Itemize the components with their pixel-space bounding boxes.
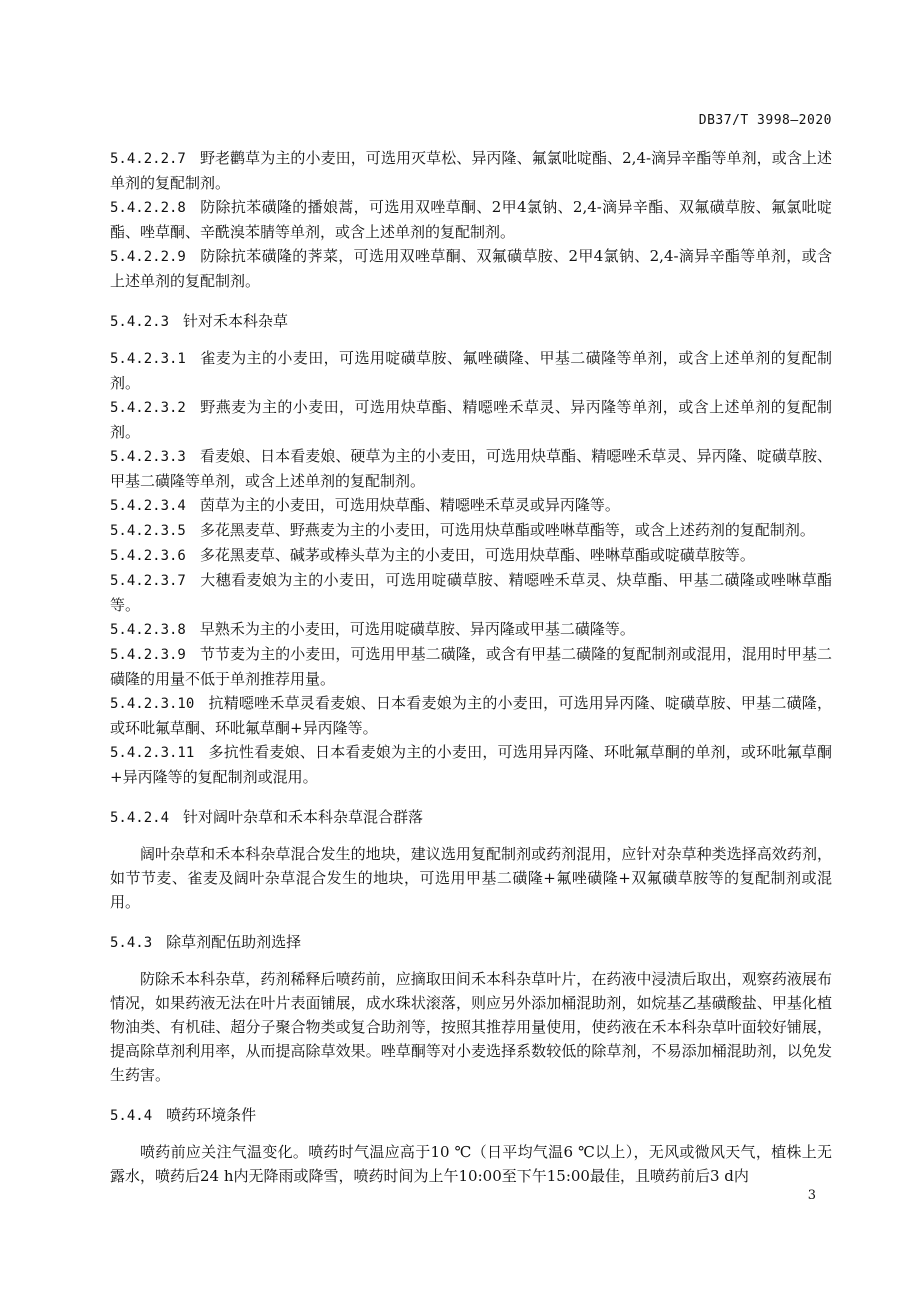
clause-text: 喷药前应关注气温变化。喷药时气温应高于10 ℃（日平均气温6 ℃以上），无风或微风天气，植株上无露水，喷药后24 h内无降雨或降雪，喷药时间为上午10:00至下午15:00最佳，且喷药前后3 d内 <box>110 1143 832 1185</box>
clause-number: 5.4.4 <box>110 1108 153 1124</box>
clause-item <box>110 395 832 444</box>
clause-number: 5.4.2.2.7 <box>110 151 186 167</box>
body-paragraph <box>110 1140 832 1188</box>
clause-text: 早熟禾为主的小麦田，可选用啶磺草胺、异丙隆或甲基二磺隆等。 <box>199 620 635 638</box>
clause-number: 5.4.2.2.8 <box>110 200 186 216</box>
clause-item <box>110 346 832 395</box>
clause-number: 5.4.2.3.6 <box>110 548 186 564</box>
clause-number: 5.4.2.3.1 <box>110 351 186 367</box>
clause-item <box>110 740 832 789</box>
clause-number: 5.4.2.3.9 <box>110 647 186 663</box>
clause-item <box>110 244 832 293</box>
clause-number: 5.4.3 <box>110 935 153 951</box>
clause-text: 看麦娘、日本看麦娘、硬草为主的小麦田，可选用炔草酯、精噁唑禾草灵、异丙隆、啶磺草胺、甲基二磺隆等单剂，或含上述单剂的复配制剂。 <box>110 447 832 490</box>
clause-text: 大穗看麦娘为主的小麦田，可选用啶磺草胺、精噁唑禾草灵、炔草酯、甲基二磺隆或唑啉草酯等。 <box>110 571 832 614</box>
page-number: 3 <box>807 1188 816 1203</box>
clause-number: 5.4.2.3.10 <box>110 696 195 712</box>
clause-number: 5.4.2.2.9 <box>110 249 186 265</box>
clause-text: 野老鹳草为主的小麦田，可选用灭草松、异丙隆、氟氯吡啶酯、2,4-滴异辛酯等单剂，或含上述单剂的复配制剂。 <box>110 149 832 192</box>
clause-number: 5.4.2.3.3 <box>110 449 186 465</box>
clause-text: 针对禾本科杂草 <box>183 312 289 330</box>
clause-text: 野燕麦为主的小麦田，可选用炔草酯、精噁唑禾草灵、异丙隆等单剂，或含上述单剂的复配制剂。 <box>110 398 832 441</box>
clause-number: 5.4.2.3.7 <box>110 573 186 589</box>
clause-number: 5.4.2.3.2 <box>110 400 186 416</box>
clause-text: 抗精噁唑禾草灵看麦娘、日本看麦娘为主的小麦田，可选用异丙隆、啶磺草胺、甲基二磺隆，或环吡氟草酮、环吡氟草酮+异丙隆等。 <box>110 694 832 737</box>
clause-number: 5.4.2.3.11 <box>110 745 195 761</box>
clause-text: 节节麦为主的小麦田，可选用甲基二磺隆，或含有甲基二磺隆的复配制剂或混用，混用时甲基二磺隆的用量不低于单剂推荐用量。 <box>110 645 832 688</box>
clause-text: 喷药环境条件 <box>166 1106 257 1124</box>
clause-text: 阔叶杂草和禾本科杂草混合发生的地块，建议选用复配制剂或药剂混用，应针对杂草种类选择高效药剂，如节节麦、雀麦及阔叶杂草混合发生的地块，可选用甲基二磺隆+氟唑磺隆+双氟磺草胺等的复配制剂或混用。 <box>110 845 832 911</box>
clause-number: 5.4.2.3 <box>110 314 170 330</box>
clause-text: 防除禾本科杂草，药剂稀释后喷药前，应摘取田间禾本科杂草叶片，在药液中浸渍后取出，观察药液展布情况，如果药液无法在叶片表面铺展，成水珠状滚落，则应另外添加桶混助剂，如烷基乙基磺酸盐、甲基化植物油类、有机硅、超分子聚合物类或复合助剂等，按照其推荐用量使用，使药液在禾本科杂草叶面较好铺展，提高除草剂利用率，从而提高除草效果。唑草酮等对小麦选择系数较低的除草剂，不易添加桶混助剂，以免发生药害。 <box>110 970 832 1084</box>
clause-text: 茵草为主的小麦田，可选用炔草酯、精噁唑禾草灵或异丙隆等。 <box>199 496 620 514</box>
clause-item <box>110 642 832 691</box>
clause-text: 雀麦为主的小麦田，可选用啶磺草胺、氟唑磺隆、甲基二磺隆等单剂，或含上述单剂的复配制剂。 <box>110 349 832 392</box>
clause-item <box>110 195 832 244</box>
section-heading <box>110 1103 832 1128</box>
clause-number: 5.4.2.3.8 <box>110 622 186 638</box>
clause-item <box>110 568 832 617</box>
document-body <box>110 146 832 1188</box>
body-paragraph <box>110 967 832 1087</box>
clause-number: 5.4.2.4 <box>110 810 170 826</box>
clause-item <box>110 444 832 493</box>
clause-text: 针对阔叶杂草和禾本科杂草混合群落 <box>183 808 424 826</box>
clause-text: 多花黑麦草、碱茅或棒头草为主的小麦田，可选用炔草酯、唑啉草酯或啶磺草胺等。 <box>199 546 755 564</box>
clause-item <box>110 518 832 543</box>
clause-text: 除草剂配伍助剂选择 <box>166 933 302 951</box>
clause-item <box>110 691 832 740</box>
clause-text: 多花黑麦草、野燕麦为主的小麦田，可选用炔草酯或唑啉草酯等，或含上述药剂的复配制剂。 <box>199 521 815 539</box>
clause-number: 5.4.2.3.5 <box>110 523 186 539</box>
section-heading <box>110 805 832 830</box>
section-heading <box>110 930 832 955</box>
clause-text: 防除抗苯磺隆的播娘蒿，可选用双唑草酮、2甲4氯钠、2,4-滴异辛酯、双氟磺草胺、氟氯吡啶酯、唑草酮、辛酰溴苯腈等单剂，或含上述单剂的复配制剂。 <box>110 198 832 241</box>
clause-text: 防除抗苯磺隆的荠菜，可选用双唑草酮、双氟磺草胺、2甲4氯钠、2,4-滴异辛酯等单剂，或含上述单剂的复配制剂。 <box>110 247 832 290</box>
clause-item <box>110 617 832 642</box>
clause-item <box>110 543 832 568</box>
body-paragraph <box>110 842 832 914</box>
clause-number: 5.4.2.3.4 <box>110 498 186 514</box>
clause-item <box>110 493 832 518</box>
clause-text: 多抗性看麦娘、日本看麦娘为主的小麦田，可选用异丙隆、环吡氟草酮的单剂，或环吡氟草酮+异丙隆等的复配制剂或混用。 <box>110 743 832 786</box>
document-code: DB37/T 3998—2020 <box>698 113 832 128</box>
section-heading <box>110 309 832 334</box>
clause-item <box>110 146 832 195</box>
